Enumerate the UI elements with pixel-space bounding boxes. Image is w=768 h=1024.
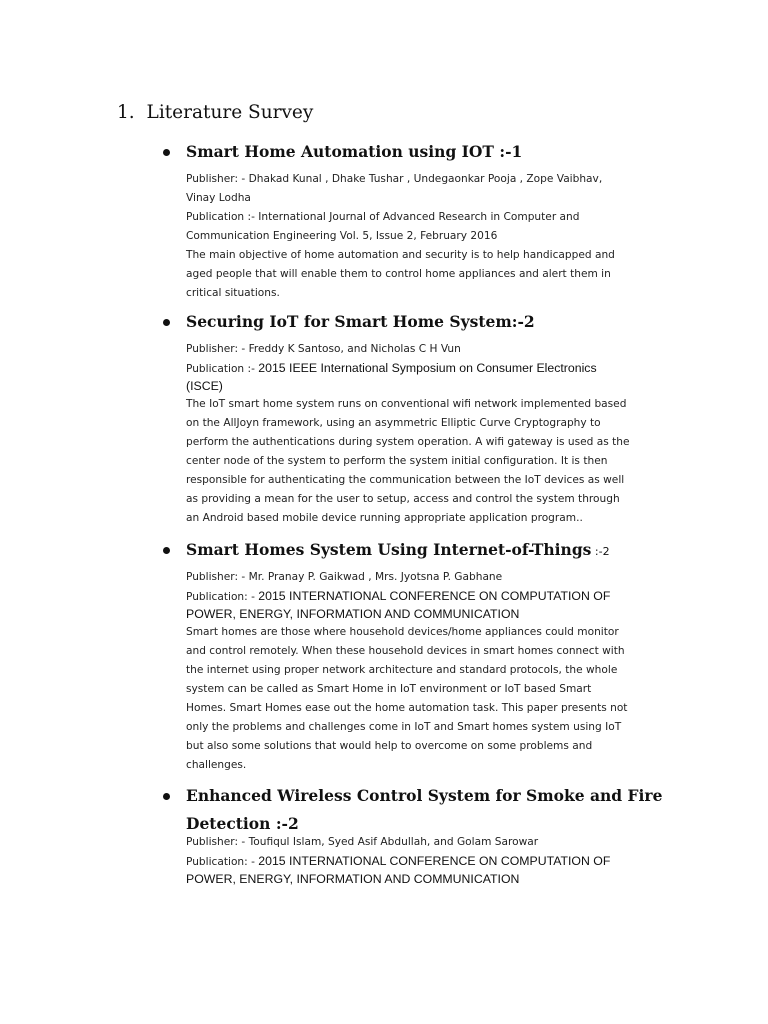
publisher-line: Vinay Lodha bbox=[186, 192, 251, 204]
publisher-line: Publisher: - Toufiqul Islam, Syed Asif Abdullah, and Golam Sarowar bbox=[186, 836, 539, 848]
entry-title-line: Detection :-2 bbox=[186, 814, 299, 833]
publication-line: Communication Engineering Vol. 5, Issue 2, February 2016 bbox=[186, 230, 498, 242]
bullet-icon bbox=[163, 547, 170, 554]
publication-venue: (ISCE) bbox=[186, 379, 223, 393]
entry-body bbox=[186, 340, 656, 528]
entry-body bbox=[186, 170, 656, 303]
publication-venue: POWER, ENERGY, INFORMATION AND COMMUNICATION bbox=[186, 607, 520, 621]
abstract-line: The IoT smart home system runs on conventional wifi network implemented based bbox=[186, 398, 627, 410]
entry-body bbox=[186, 568, 656, 775]
publication-line: Publication :- International Journal of Advanced Research in Computer and bbox=[186, 211, 580, 223]
section-title: Literature Survey bbox=[146, 102, 314, 123]
abstract-line: The main objective of home automation and security is to help handicapped and bbox=[186, 249, 615, 261]
publication-line bbox=[186, 359, 656, 377]
abstract-line: on the AllJoyn framework, using an asymmetric Elliptic Curve Cryptography to bbox=[186, 417, 601, 429]
publication-label: Publication :- bbox=[186, 363, 259, 375]
abstract-line: but also some solutions that would help to overcome on some problems and bbox=[186, 740, 593, 752]
publisher-line: Publisher: - Mr. Pranay P. Gaikwad , Mrs. Jyotsna P. Gabhane bbox=[186, 571, 503, 583]
publication-venue: POWER, ENERGY, INFORMATION AND COMMUNICATION bbox=[186, 872, 520, 886]
publication-venue: 2015 INTERNATIONAL CONFERENCE ON COMPUTATION OF bbox=[258, 589, 611, 603]
publication-line bbox=[186, 852, 656, 870]
abstract-line: the internet using proper network architecture and standard protocols, the whole bbox=[186, 664, 618, 676]
abstract-line: and control remotely. When these household devices in smart homes connect with bbox=[186, 645, 625, 657]
abstract-line: an Android based mobile device running appropriate application program.. bbox=[186, 512, 583, 524]
entry-title-suffix: :-2 bbox=[591, 545, 610, 558]
abstract-line: center node of the system to perform the system initial configuration. It is then bbox=[186, 455, 608, 467]
abstract-line: system can be called as Smart Home in IoT environment or IoT based Smart bbox=[186, 683, 592, 695]
publication-venue: 2015 IEEE International Symposium on Consumer Electronics bbox=[258, 361, 597, 375]
entry-title-text: Smart Homes System Using Internet-of-Things bbox=[186, 540, 592, 559]
abstract-line: Smart homes are those where household devices/home appliances could monitor bbox=[186, 626, 619, 638]
entry-title: Smart Home Automation using IOT :-1 bbox=[186, 142, 523, 161]
bullet-icon bbox=[163, 319, 170, 326]
abstract-line: responsible for authenticating the communication between the IoT devices as well bbox=[186, 474, 625, 486]
bullet-icon bbox=[163, 793, 170, 800]
publication-label: Publication: - bbox=[186, 856, 259, 868]
entry-title: Securing IoT for Smart Home System:-2 bbox=[186, 312, 535, 331]
abstract-line: aged people that will enable them to control home appliances and alert them in bbox=[186, 268, 611, 280]
entry-title-line: Enhanced Wireless Control System for Smoke and Fire bbox=[186, 786, 663, 805]
section-heading bbox=[117, 102, 313, 123]
publication-label: Publication: - bbox=[186, 591, 259, 603]
publication-line bbox=[186, 587, 656, 605]
entry-body bbox=[186, 833, 656, 888]
abstract-line: challenges. bbox=[186, 759, 247, 771]
bullet-icon bbox=[163, 149, 170, 156]
publisher-line: Publisher: - Freddy K Santoso, and Nicholas C H Vun bbox=[186, 343, 461, 355]
section-number: 1. bbox=[117, 102, 135, 123]
abstract-line: only the problems and challenges come in IoT and Smart homes system using IoT bbox=[186, 721, 622, 733]
abstract-line: perform the authentications during system operation. A wifi gateway is used as the bbox=[186, 436, 630, 448]
publication-venue: 2015 INTERNATIONAL CONFERENCE ON COMPUTATION OF bbox=[258, 854, 611, 868]
abstract-line: Homes. Smart Homes ease out the home automation task. This paper presents not bbox=[186, 702, 628, 714]
abstract-line: as providing a mean for the user to setup, access and control the system through bbox=[186, 493, 620, 505]
publisher-line: Publisher: - Dhakad Kunal , Dhake Tushar , Undegaonkar Pooja , Zope Vaibhav, bbox=[186, 173, 603, 185]
abstract-line: critical situations. bbox=[186, 287, 280, 299]
entry-title bbox=[186, 536, 646, 566]
